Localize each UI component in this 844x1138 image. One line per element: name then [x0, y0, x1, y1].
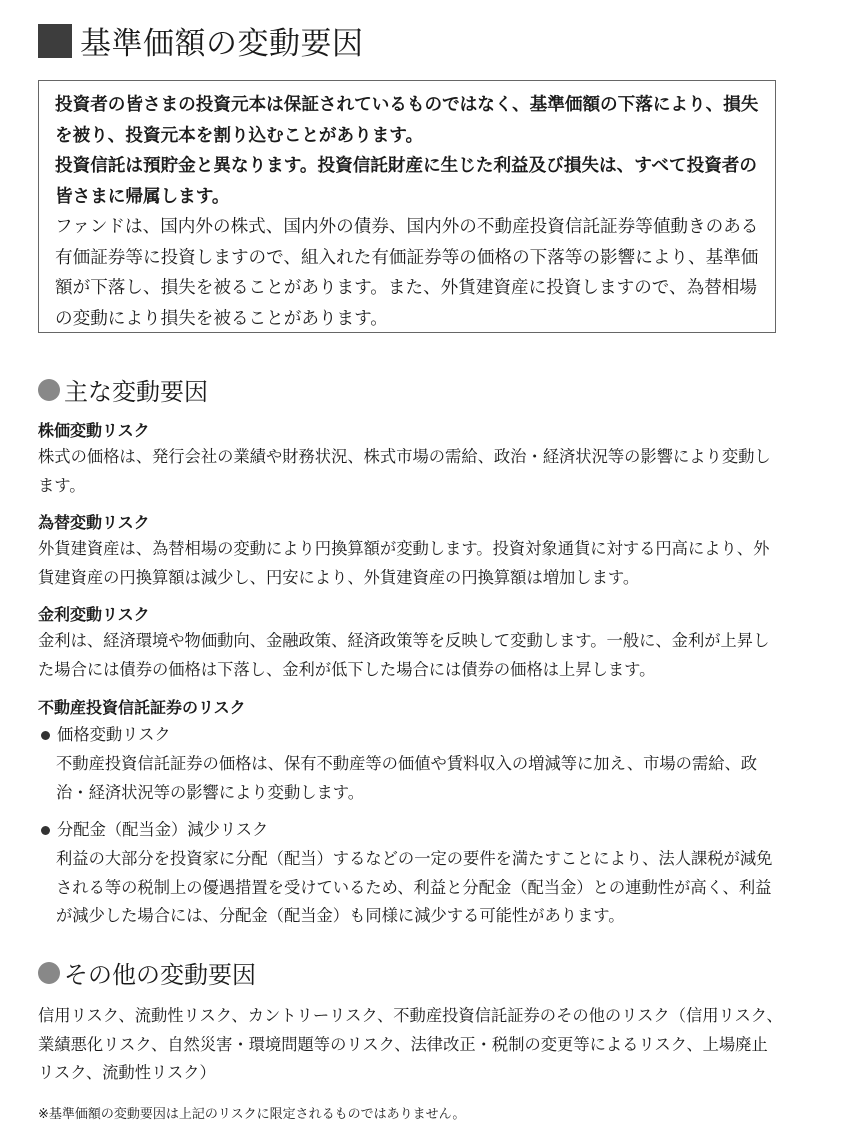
bullet-text: 利益の大部分を投資家に分配（配当）するなどの一定の要件を満たすことにより、法人課税が減免される等の税制上の優遇措置を受けているため、利益と分配金（配当金）との連動性が高く、利益が減少した場合には、分配金（配当金）も同様に減少する可能性があります。 — [56, 849, 773, 925]
risk-rate — [38, 605, 783, 684]
reit-bullet-price — [38, 722, 783, 807]
bullet-label: 分配金（配当金）減少リスク — [57, 820, 269, 839]
main-factors-heading: 主な変動要因 — [38, 372, 208, 407]
risk-stock — [38, 421, 783, 500]
reit-bullet-dividend — [38, 817, 783, 931]
circle-bullet-icon — [38, 379, 60, 401]
risk-text: 株式の価格は、発行会社の業績や財務状況、株式市場の需給、政治・経済状況等の影響により変動します。 — [38, 447, 771, 495]
other-factors-text-block — [38, 1002, 783, 1088]
risk-title: 株価変動リスク — [38, 421, 150, 440]
title-square-icon — [38, 24, 72, 58]
footnote: ※基準価額の変動要因は上記のリスクに限定されるものではありません。 — [38, 1107, 466, 1122]
other-factors-text: 信用リスク、流動性リスク、カントリーリスク、不動産投資信託証券のその他のリスク（信用リスク、業績悪化リスク、自然災害・環境問題等のリスク、法律改正・税制の変更等によるリスク、上場廃止リスク、流動性リスク） — [38, 1006, 783, 1082]
risk-text: 金利は、経済環境や物価動向、金融政策、経済政策等を反映して変動します。一般に、金利が上昇した場合には債券の価格は下落し、金利が低下した場合には債券の価格は上昇します。 — [38, 631, 770, 679]
other-factors-heading: その他の変動要因 — [38, 955, 256, 990]
risk-title: 為替変動リスク — [38, 513, 150, 532]
risk-title: 金利変動リスク — [38, 605, 150, 624]
notice-body: ファンドは、国内外の株式、国内外の債券、国内外の不動産投資信託証券等値動きのある有価証券等に投資しますので、組入れた有価証券等の価格の下落等の影響により、基準価額が下落し、損失を被ることがあります。また、外貨建資産に投資しますので、為替相場の変動により損失を被ることがあります。 — [55, 217, 759, 329]
page-title: 基準価額の変動要因 — [80, 26, 364, 62]
bullet-label: 価格変動リスク — [57, 725, 171, 744]
notice-box — [38, 80, 776, 333]
risk-fx — [38, 513, 783, 592]
notice-bold-2: 投資信託は預貯金と異なります。投資信託財産に生じた利益及び損失は、すべて投資者の皆さまに帰属します。 — [55, 156, 757, 207]
bullet-dot-icon — [41, 826, 50, 835]
risk-title: 不動産投資信託証券のリスク — [38, 698, 246, 717]
risk-reit — [38, 698, 783, 931]
bullet-text: 不動産投資信託証券の価格は、保有不動産等の価値や賃料収入の増減等に加え、市場の需給、政治・経済状況等の影響により変動します。 — [56, 754, 758, 802]
page-title-row — [38, 18, 364, 63]
notice-bold-1: 投資者の皆さまの投資元本は保証されているものではなく、基準価額の下落により、損失を被り、投資元本を割り込むことがあります。 — [55, 95, 759, 146]
circle-bullet-icon — [38, 962, 60, 984]
bullet-dot-icon — [41, 731, 50, 740]
risk-text: 外貨建資産は、為替相場の変動により円換算額が変動します。投資対象通貨に対する円高により、外貨建資産の円換算額は減少し、円安により、外貨建資産の円換算額は増加します。 — [38, 539, 770, 587]
